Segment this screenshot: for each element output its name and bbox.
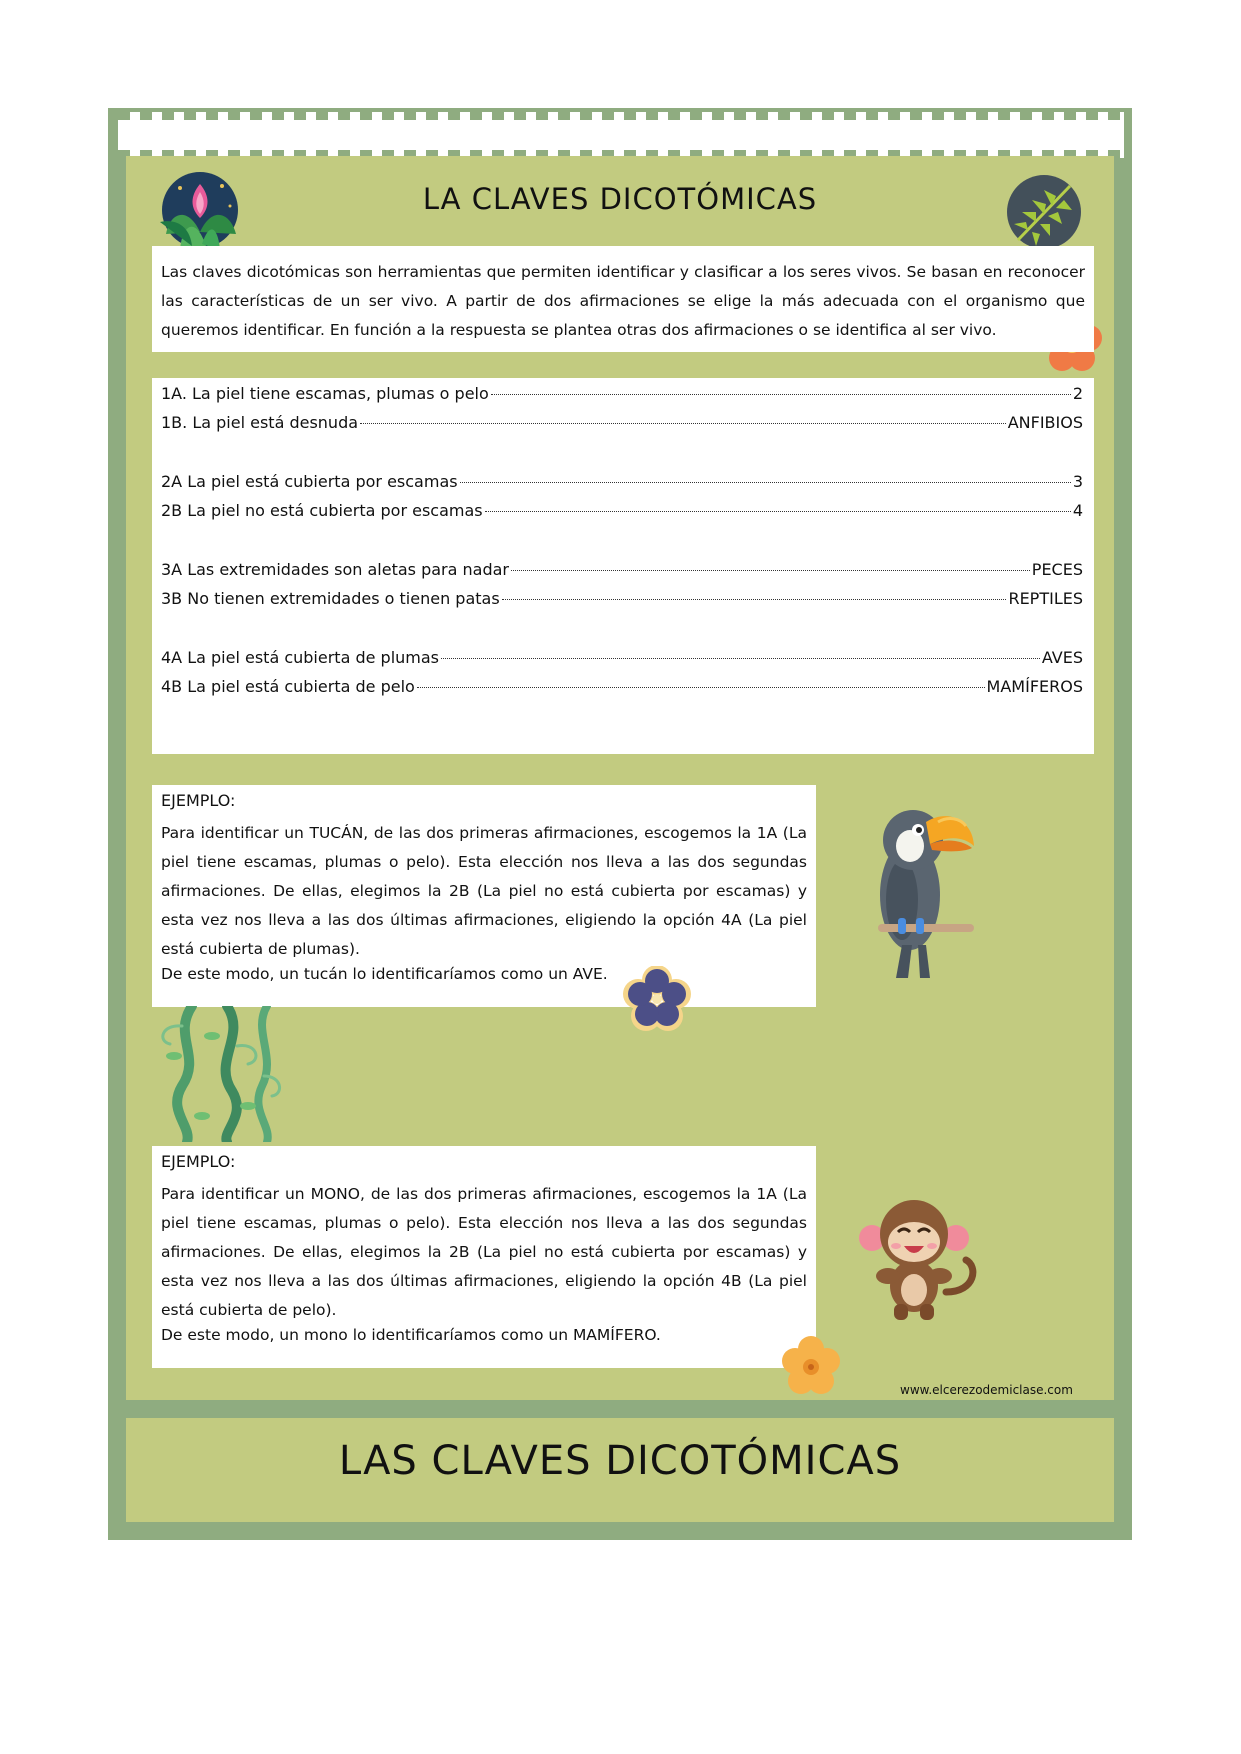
key-line: 2A La piel está cubierta por escamas 3 xyxy=(161,472,1083,491)
purple-flower-icon xyxy=(622,966,692,1034)
footer-title: LAS CLAVES DICOTÓMICAS xyxy=(338,1438,902,1484)
yellow-flower-icon xyxy=(780,1336,842,1396)
key-line: 3A Las extremidades son aletas para nadar PECES xyxy=(161,560,1083,579)
example-body: Para identificar un TUCÁN, de las dos primeras afirmaciones, escogemos la 1A (La piel tiene escamas, plumas o pelo). Esta elección nos lleva a las dos segundas afirmaciones. De ellas, elegimos la 2B (La piel no está cubierta por escamas) y esta vez nos lleva a las dos últimas afirmaciones, eligiendo la opción 4A (La piel está cubierta de plumas). xyxy=(161,824,807,958)
tropical-plant-icon xyxy=(160,172,242,250)
dichotomous-key-box xyxy=(152,378,1094,754)
example-box-toucan xyxy=(152,785,816,1007)
intro-box xyxy=(152,246,1094,352)
intro-text: Las claves dicotómicas son herramientas que permiten identificar y clasificar a los seres vivos. Se basan en reconocer las características de un ser vivo. A partir de dos afirmaciones se elige la más adecuada con el organismo que queremos identificar. En función a la respuesta se plantea otras dos afirmaciones o se identifica al ser vivo. xyxy=(161,263,1085,339)
top-dash-border xyxy=(118,112,1124,120)
page-title: LA CLAVES DICOTÓMICAS xyxy=(422,182,818,216)
website-url: www.elcerezodemiclase.com xyxy=(900,1383,1073,1397)
key-line: 2B La piel no está cubierta por escamas 4 xyxy=(161,501,1083,520)
key-line: 3B No tienen extremidades o tienen patas REPTILES xyxy=(161,589,1083,608)
example-conclusion: De este modo, un tucán lo identificaríamos como un AVE. xyxy=(161,965,608,983)
fern-leaf-icon xyxy=(1004,174,1084,250)
key-line: 4A La piel está cubierta de plumas AVES xyxy=(161,648,1083,667)
example-body: Para identificar un MONO, de las dos primeras afirmaciones, escogemos la 1A (La piel tiene escamas, plumas o pelo). Esta elección nos lleva a las dos segundas afirmaciones. De ellas, elegimos la 2B (La piel no está cubierta por escamas) y esta vez nos lleva a las dos últimas afirmaciones, eligiendo la opción 4B (La piel está cubierta de pelo). xyxy=(161,1185,807,1319)
key-line: 1A. La piel tiene escamas, plumas o pelo 2 xyxy=(161,384,1083,403)
vines-icon xyxy=(152,1006,292,1142)
example-heading: EJEMPLO: xyxy=(161,791,236,810)
key-line: 1B. La piel está desnuda ANFIBIOS xyxy=(161,413,1083,432)
example-heading: EJEMPLO: xyxy=(161,1152,236,1171)
monkey-icon xyxy=(858,1196,988,1322)
toucan-icon xyxy=(868,800,978,980)
key-line: 4B La piel está cubierta de pelo MAMÍFEROS xyxy=(161,677,1083,696)
example-box-monkey xyxy=(152,1146,816,1368)
example-conclusion: De este modo, un mono lo identificaríamos como un MAMÍFERO. xyxy=(161,1326,661,1344)
